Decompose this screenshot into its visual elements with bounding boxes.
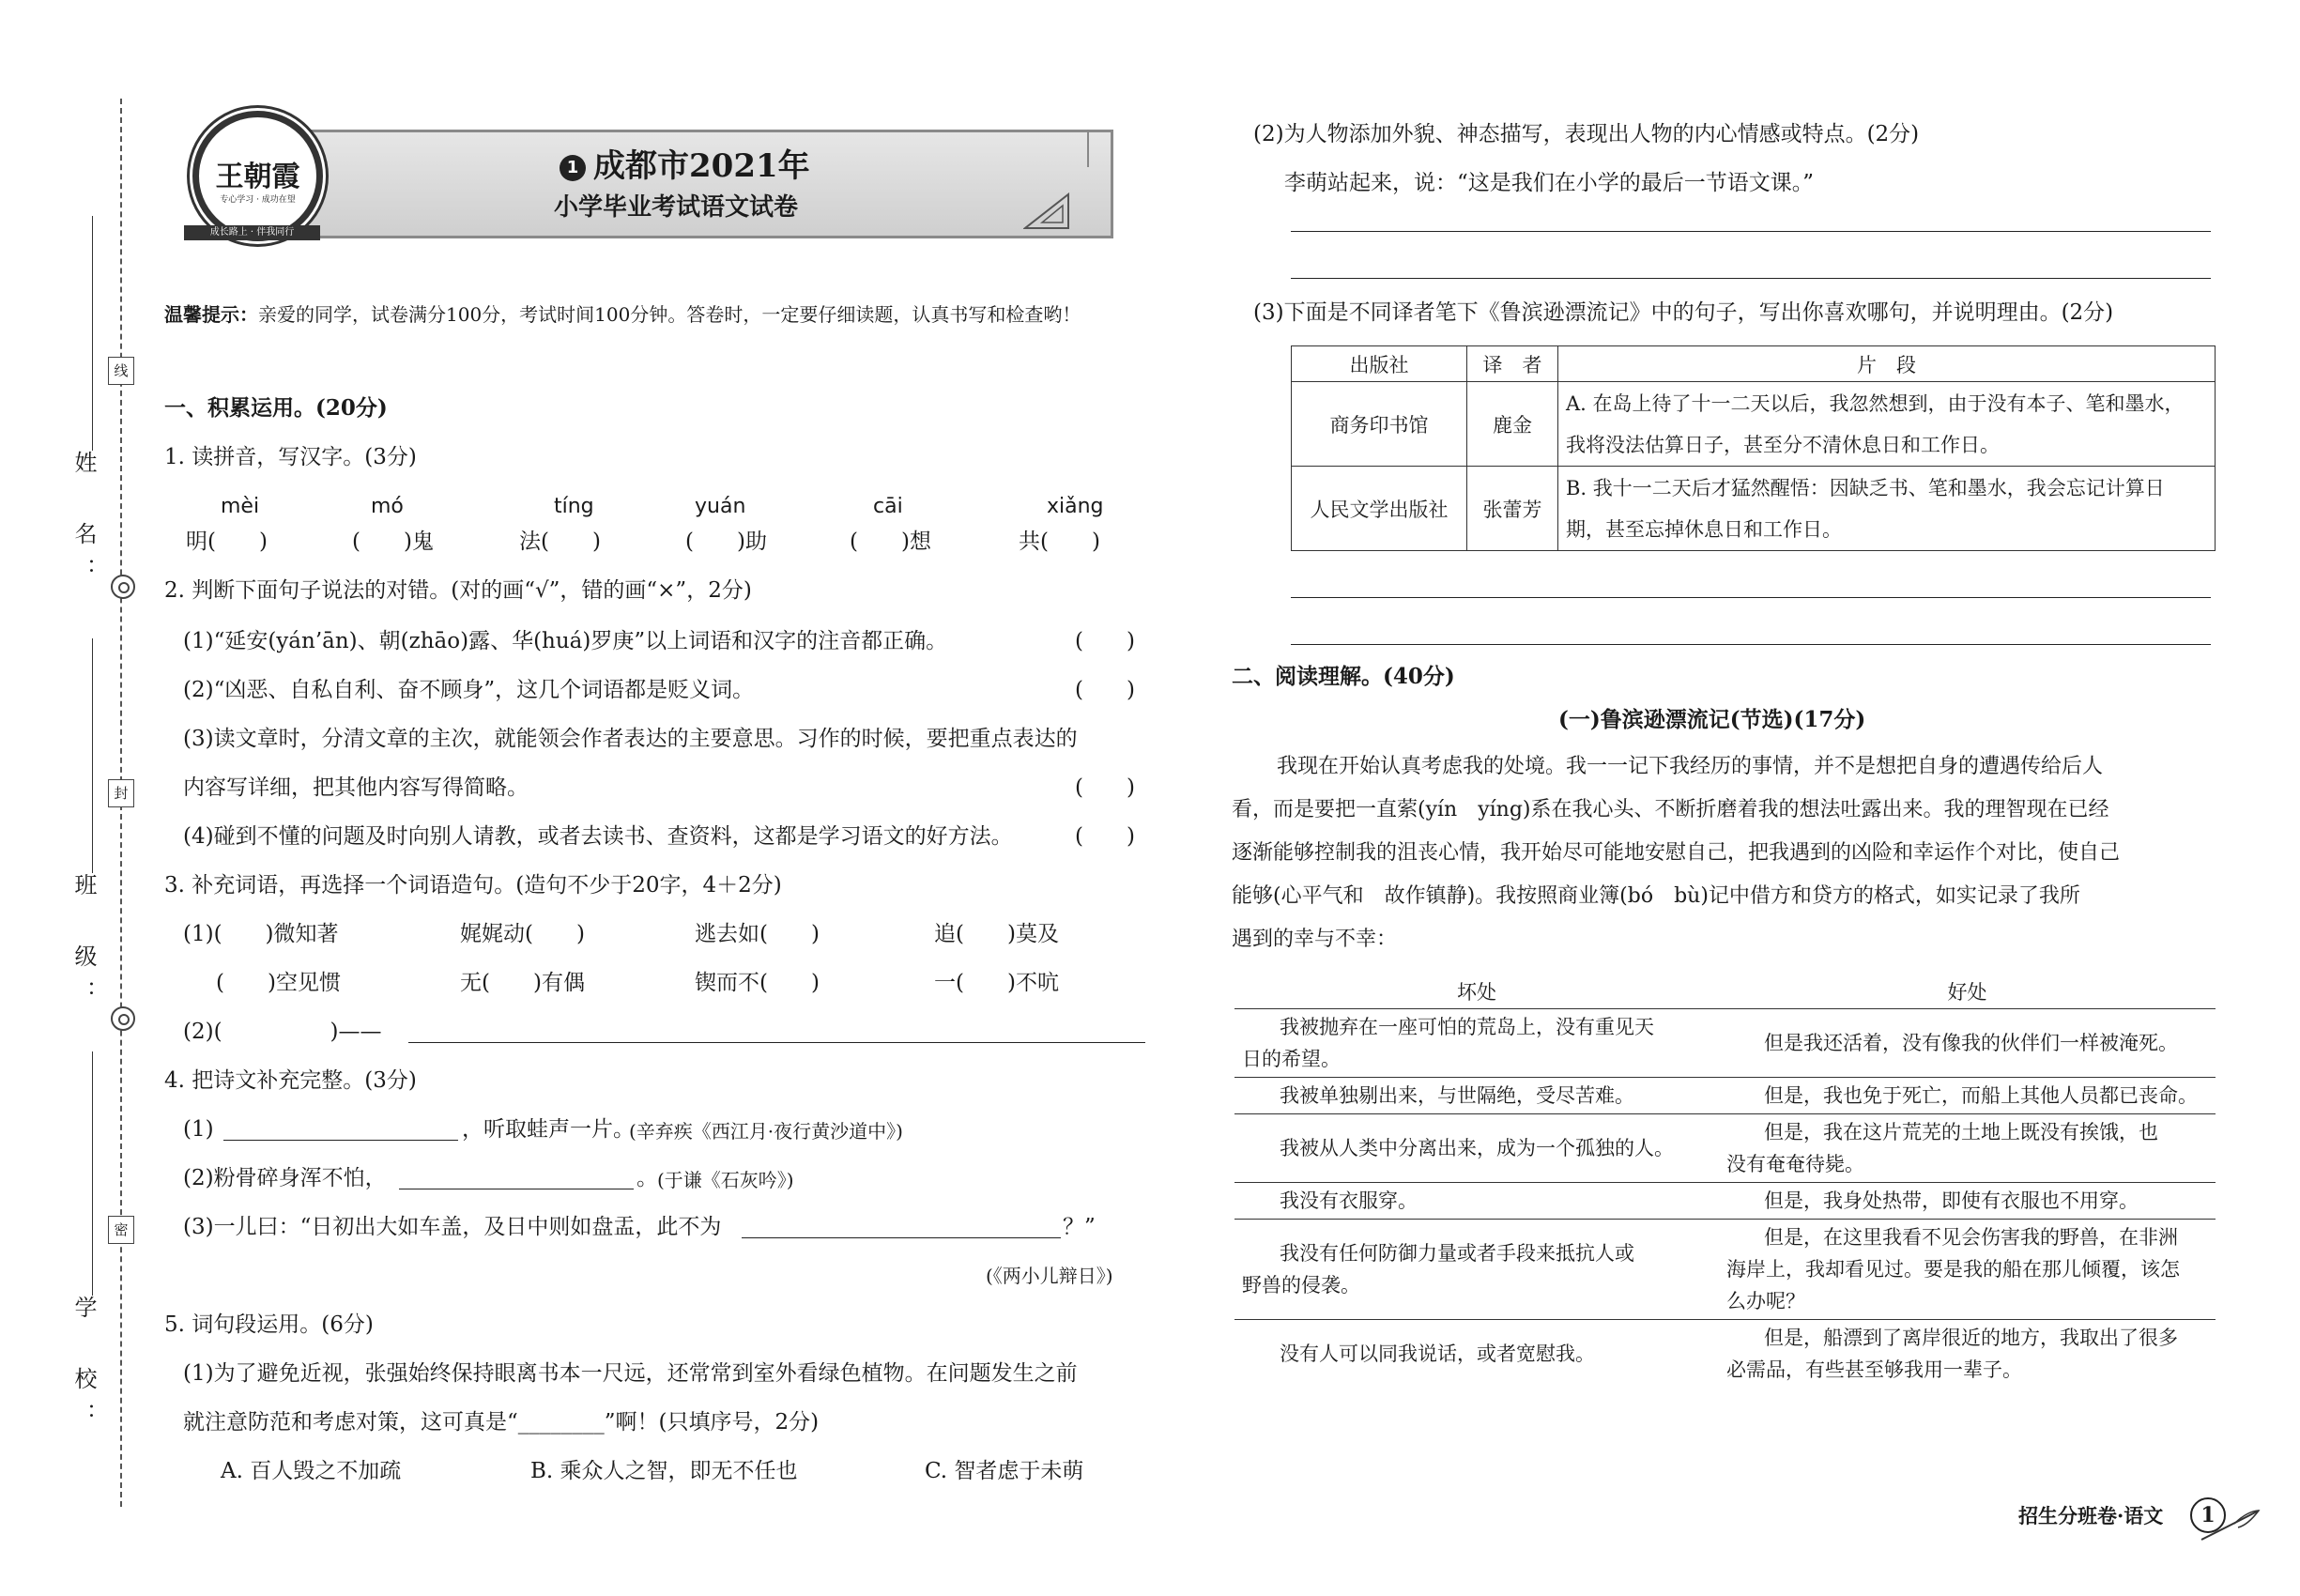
banner-corner (1087, 130, 1106, 167)
word-blank-1[interactable]: 明( ) (186, 529, 268, 554)
logo-ribbon: 成长路上 · 伴我同行 (184, 225, 320, 240)
poem-2-end: 。 (636, 1166, 658, 1190)
bad-6 (1234, 1320, 1719, 1389)
option-c[interactable]: C. 智者虑于未萌 (925, 1459, 1084, 1483)
pinyin-3: tíng (554, 495, 594, 518)
q2-answer-1[interactable]: ( ) (1075, 629, 1135, 653)
good-3 (1719, 1114, 2216, 1183)
logo-text: 王朝霞 (215, 161, 300, 193)
good-4 (1719, 1183, 2216, 1220)
tip-text: 亲爱的同学，试卷满分100分，考试时间100分钟。答卷时，一定要仔细读题，认真书写和检查哟！ (258, 303, 1081, 326)
bad-3-l1: 我被从人类中分离出来，成为一个孤独的人。 (1280, 1137, 1674, 1159)
good-1-l1: 但是我还活着，没有像我的伙伴们一样被淹死。 (1764, 1032, 2178, 1054)
q5-line-1: (1)为了避免近视，张强始终保持眼离书本一尺远，还常常到室外看绿色植物。在问题发生之前 (183, 1361, 1078, 1386)
th-translator: 译 者 (1467, 346, 1558, 382)
quill-pen-icon (2197, 1507, 2262, 1544)
word-blank-5[interactable]: ( )想 (850, 529, 931, 554)
passage-line-5: 遇到的幸与不幸： (1232, 928, 1398, 951)
good-6 (1719, 1320, 2216, 1389)
idiom-4[interactable]: 追( )莫及 (934, 922, 1059, 946)
poem-1-blank[interactable] (223, 1140, 458, 1141)
bad-5-l1: 我没有任何防御力量或者手段来抵抗人或 (1280, 1242, 1634, 1265)
pinyin-2: mó (371, 495, 404, 518)
triangle-ruler-icon (1023, 192, 1070, 230)
q2-answer-4[interactable]: ( ) (1075, 824, 1135, 849)
poem-2-source: (于谦《石灰吟》) (657, 1169, 794, 1191)
translator-b: 张蕾芳 (1467, 467, 1558, 551)
bad-4 (1234, 1183, 1719, 1220)
word-blank-6[interactable]: 共( ) (1019, 529, 1100, 554)
poem-3-text: (3)一儿曰：“日初出大如车盖，及日中则如盘盂，此不为 (183, 1215, 722, 1239)
brand-logo (192, 111, 323, 241)
page-title: 成都市2021年 (593, 147, 810, 185)
pinyin-4: yuán (695, 495, 746, 518)
idiom-7[interactable]: 锲而不( ) (695, 971, 820, 995)
bad-2 (1234, 1078, 1719, 1114)
answer-line-1[interactable] (1291, 231, 2211, 232)
q2-answer-3[interactable]: ( ) (1075, 775, 1135, 800)
th-bad: 坏处 (1234, 976, 1719, 1009)
paper-number: 1 (566, 158, 579, 177)
th-excerpt: 片 段 (1558, 346, 2216, 382)
good-5-l1: 但是，在这里我看不见会伤害我的野兽，在非洲 (1764, 1226, 2178, 1249)
footer-label: 招生分班卷·语文 (2018, 1504, 2164, 1527)
answer-line-3[interactable] (1291, 597, 2211, 598)
pinyin-1: mèi (221, 495, 260, 518)
paper-number-badge (560, 155, 586, 181)
option-b[interactable]: B. 乘众人之智，即无不任也 (530, 1459, 798, 1483)
good-bad-table (1234, 976, 2216, 1388)
logo-sub: 专心学习 · 成功在望 (220, 195, 296, 205)
good-3-l1: 但是，我在这片荒芜的土地上既没有挨饿，也 (1764, 1121, 2158, 1143)
th-good: 好处 (1719, 976, 2216, 1009)
good-3-l2: 没有奄奄待毙。 (1726, 1153, 1864, 1175)
idiom-3[interactable]: 逃去如( ) (695, 922, 820, 946)
bad-4-l1: 我没有衣服穿。 (1280, 1189, 1418, 1212)
pinyin-5: cāi (873, 495, 903, 518)
passage-line-4: 能够(心平气和 故作镇静)。我按照商业簿(bó bù)记中借方和贷方的格式，如实记录了我所 (1232, 884, 2080, 908)
q2-2-title: (2)为人物添加外貌、神态描写，表现出人物的内心情感或特点。(2分) (1253, 122, 1920, 146)
tip-line (164, 300, 1081, 329)
passage-line-1: 我现在开始认真考虑我的处境。我一一记下我经历的事情，并不是想把自身的遭遇传给后人 (1277, 755, 2104, 778)
q5-line-2: 就注意防范和考虑对策，这可真是“________”啊！(只填序号，2分) (183, 1410, 820, 1435)
q2-2-sentence: 李萌站起来，说：“这是我们在小学的最后一节语文课。” (1284, 171, 1815, 195)
th-publisher: 出版社 (1292, 346, 1467, 382)
bad-3 (1234, 1114, 1719, 1183)
sentence-answer-line[interactable] (408, 1042, 1145, 1043)
answer-line-2[interactable] (1291, 278, 2211, 279)
bad-1 (1234, 1009, 1719, 1078)
idiom-5[interactable]: ( )空见惯 (216, 971, 341, 995)
q2-item-4: (4)碰到不懂的问题及时向别人请教，或者去读书、查资料，这都是学习语文的好方法。 (183, 824, 1013, 849)
good-5 (1719, 1220, 2216, 1320)
good-6-l2: 必需品，有些甚至够我用一辈子。 (1726, 1358, 2022, 1381)
page-number: 1 (2190, 1497, 2226, 1533)
page-subtitle: 小学毕业考试语文试卷 (554, 193, 799, 222)
binding-hole-icon (111, 575, 135, 599)
good-5-l2: 海岸上，我却看见过。要是我的船在那儿倾覆，该怎 (1726, 1258, 2180, 1281)
q3-title: 3. 补充词语，再选择一个词语造句。(造句不少于20字，4＋2分) (164, 873, 782, 898)
section1-title: 一、积累运用。(20分) (164, 395, 388, 421)
poem-3-source: (《两小儿辩日》) (986, 1265, 1113, 1287)
option-a[interactable]: A. 百人毁之不加疏 (221, 1459, 402, 1483)
cut-mark-2: 封 (108, 779, 134, 807)
q2-title: 2. 判断下面句子说法的对错。(对的画“√”，错的画“×”，2分) (164, 578, 752, 603)
excerpt-b-l1: B. 我十一二天后才猛然醒悟：因缺乏书、笔和墨水，我会忘记计算日 (1566, 476, 2165, 499)
bad-1-l2: 日的希望。 (1242, 1048, 1341, 1070)
answer-line-4[interactable] (1291, 644, 2211, 645)
bad-2-l1: 我被单独剔出来，与世隔绝，受尽苦难。 (1280, 1084, 1634, 1107)
q2-item-3b: 内容写详细，把其他内容写得简略。 (183, 775, 529, 800)
excerpt-a (1558, 382, 2216, 467)
good-6-l1: 但是，船漂到了离岸很近的地方，我取出了很多 (1764, 1327, 2178, 1349)
sentence-prompt: (2)( )—— (183, 1020, 382, 1044)
cut-mark-1: 线 (108, 357, 134, 385)
idiom-1[interactable]: (1)( )微知著 (183, 922, 339, 946)
word-blank-4[interactable]: ( )助 (685, 529, 767, 554)
idiom-6[interactable]: 无( )有偶 (460, 971, 585, 995)
poem-2-text: (2)粉骨碎身浑不怕， (183, 1166, 387, 1190)
pinyin-6: xiǎng (1047, 495, 1104, 518)
q1-title: 1. 读拼音，写汉字。(3分) (164, 445, 417, 469)
word-blank-3[interactable]: 法( ) (519, 529, 601, 554)
cut-mark-3: 密 (108, 1216, 134, 1244)
good-5-l3: 么办呢？ (1726, 1290, 1805, 1312)
good-4-l1: 但是，我身处热带，即使有衣服也不用穿。 (1764, 1189, 2139, 1212)
bad-5-l2: 野兽的侵袭。 (1242, 1274, 1360, 1297)
q2-answer-2[interactable]: ( ) (1075, 678, 1135, 702)
q2-3-title: (3)下面是不同译者笔下《鲁滨逊漂流记》中的句子，写出你喜欢哪句，并说明理由。(2分) (1253, 300, 2114, 325)
passage-line-3: 逐渐能够控制我的沮丧心情，我开始尽可能地安慰自己，把我遇到的凶险和幸运作个对比，使自己 (1232, 841, 2121, 865)
q4-title: 4. 把诗文补充完整。(3分) (164, 1068, 417, 1093)
school-label: 学 校： (70, 1296, 97, 1438)
bad-1-l1: 我被抛弃在一座可怕的荒岛上，没有重见天 (1280, 1016, 1654, 1038)
translation-table (1291, 345, 2216, 551)
tip-label: 温馨提示： (164, 303, 258, 326)
q2-item-1: (1)“延安(yán’ān)、朝(zhāo)露、华(huá)罗庚”以上词语和汉字的注音都正确。 (183, 629, 948, 653)
publisher-b: 人民文学出版社 (1292, 467, 1467, 551)
bad-6-l1: 没有人可以同我说话，或者宽慰我。 (1280, 1343, 1595, 1365)
school-write-line[interactable] (92, 1051, 93, 1296)
excerpt-a-l1: A. 在岛上待了十一二天以后，我忽然想到，由于没有本子、笔和墨水， (1566, 391, 2185, 415)
translator-a: 鹿金 (1467, 382, 1558, 467)
good-1 (1719, 1009, 2216, 1078)
publisher-a: 商务印书馆 (1292, 382, 1467, 467)
poem-1-prefix: (1) (183, 1117, 214, 1142)
q2-item-3: (3)读文章时，分清文章的主次，就能领会作者表达的主要意思。习作的时候，要把重点表达的 (183, 727, 1078, 751)
poem-3-blank[interactable] (742, 1237, 1061, 1238)
section2-title: 二、阅读理解。(40分) (1232, 664, 1455, 689)
poem-1-source: (辛弃疾《西江月·夜行黄沙道中》) (629, 1120, 903, 1143)
class-write-line[interactable] (92, 638, 93, 873)
passage-line-2: 看，而是要把一直萦(yín yíng)系在我心头、不断折磨着我的想法吐露出来。我的理智现在已经 (1232, 798, 2109, 821)
q2-item-2: (2)“凶恶、自私自利、奋不顾身”，这几个词语都是贬义词。 (183, 678, 755, 702)
binding-hole-icon (111, 1006, 135, 1031)
poem-3-end: ？” (1063, 1215, 1096, 1239)
excerpt-b-l2: 期，甚至忘掉休息日和工作日。 (1566, 517, 1842, 541)
passage-title: (一)鲁滨逊漂流记(节选)(17分) (1558, 707, 1866, 732)
excerpt-b (1558, 467, 2216, 551)
good-2 (1719, 1078, 2216, 1114)
poem-1-text: ，听取蛙声一片。 (462, 1117, 635, 1142)
q5-title: 5. 词句段运用。(6分) (164, 1312, 374, 1337)
name-label: 姓 名： (70, 451, 97, 593)
class-label: 班 级： (70, 873, 97, 1016)
excerpt-a-l2: 我将没法估算日子，甚至分不清休息日和工作日。 (1566, 433, 2000, 456)
word-blank-2[interactable]: ( )鬼 (352, 529, 434, 554)
good-2-l1: 但是，我也免于死亡，而船上其他人员都已丧命。 (1764, 1084, 2198, 1107)
name-write-line[interactable] (92, 216, 93, 451)
idiom-2[interactable]: 娓娓动( ) (460, 922, 585, 946)
idiom-8[interactable]: 一( )不吭 (934, 971, 1059, 995)
bad-5 (1234, 1220, 1719, 1320)
